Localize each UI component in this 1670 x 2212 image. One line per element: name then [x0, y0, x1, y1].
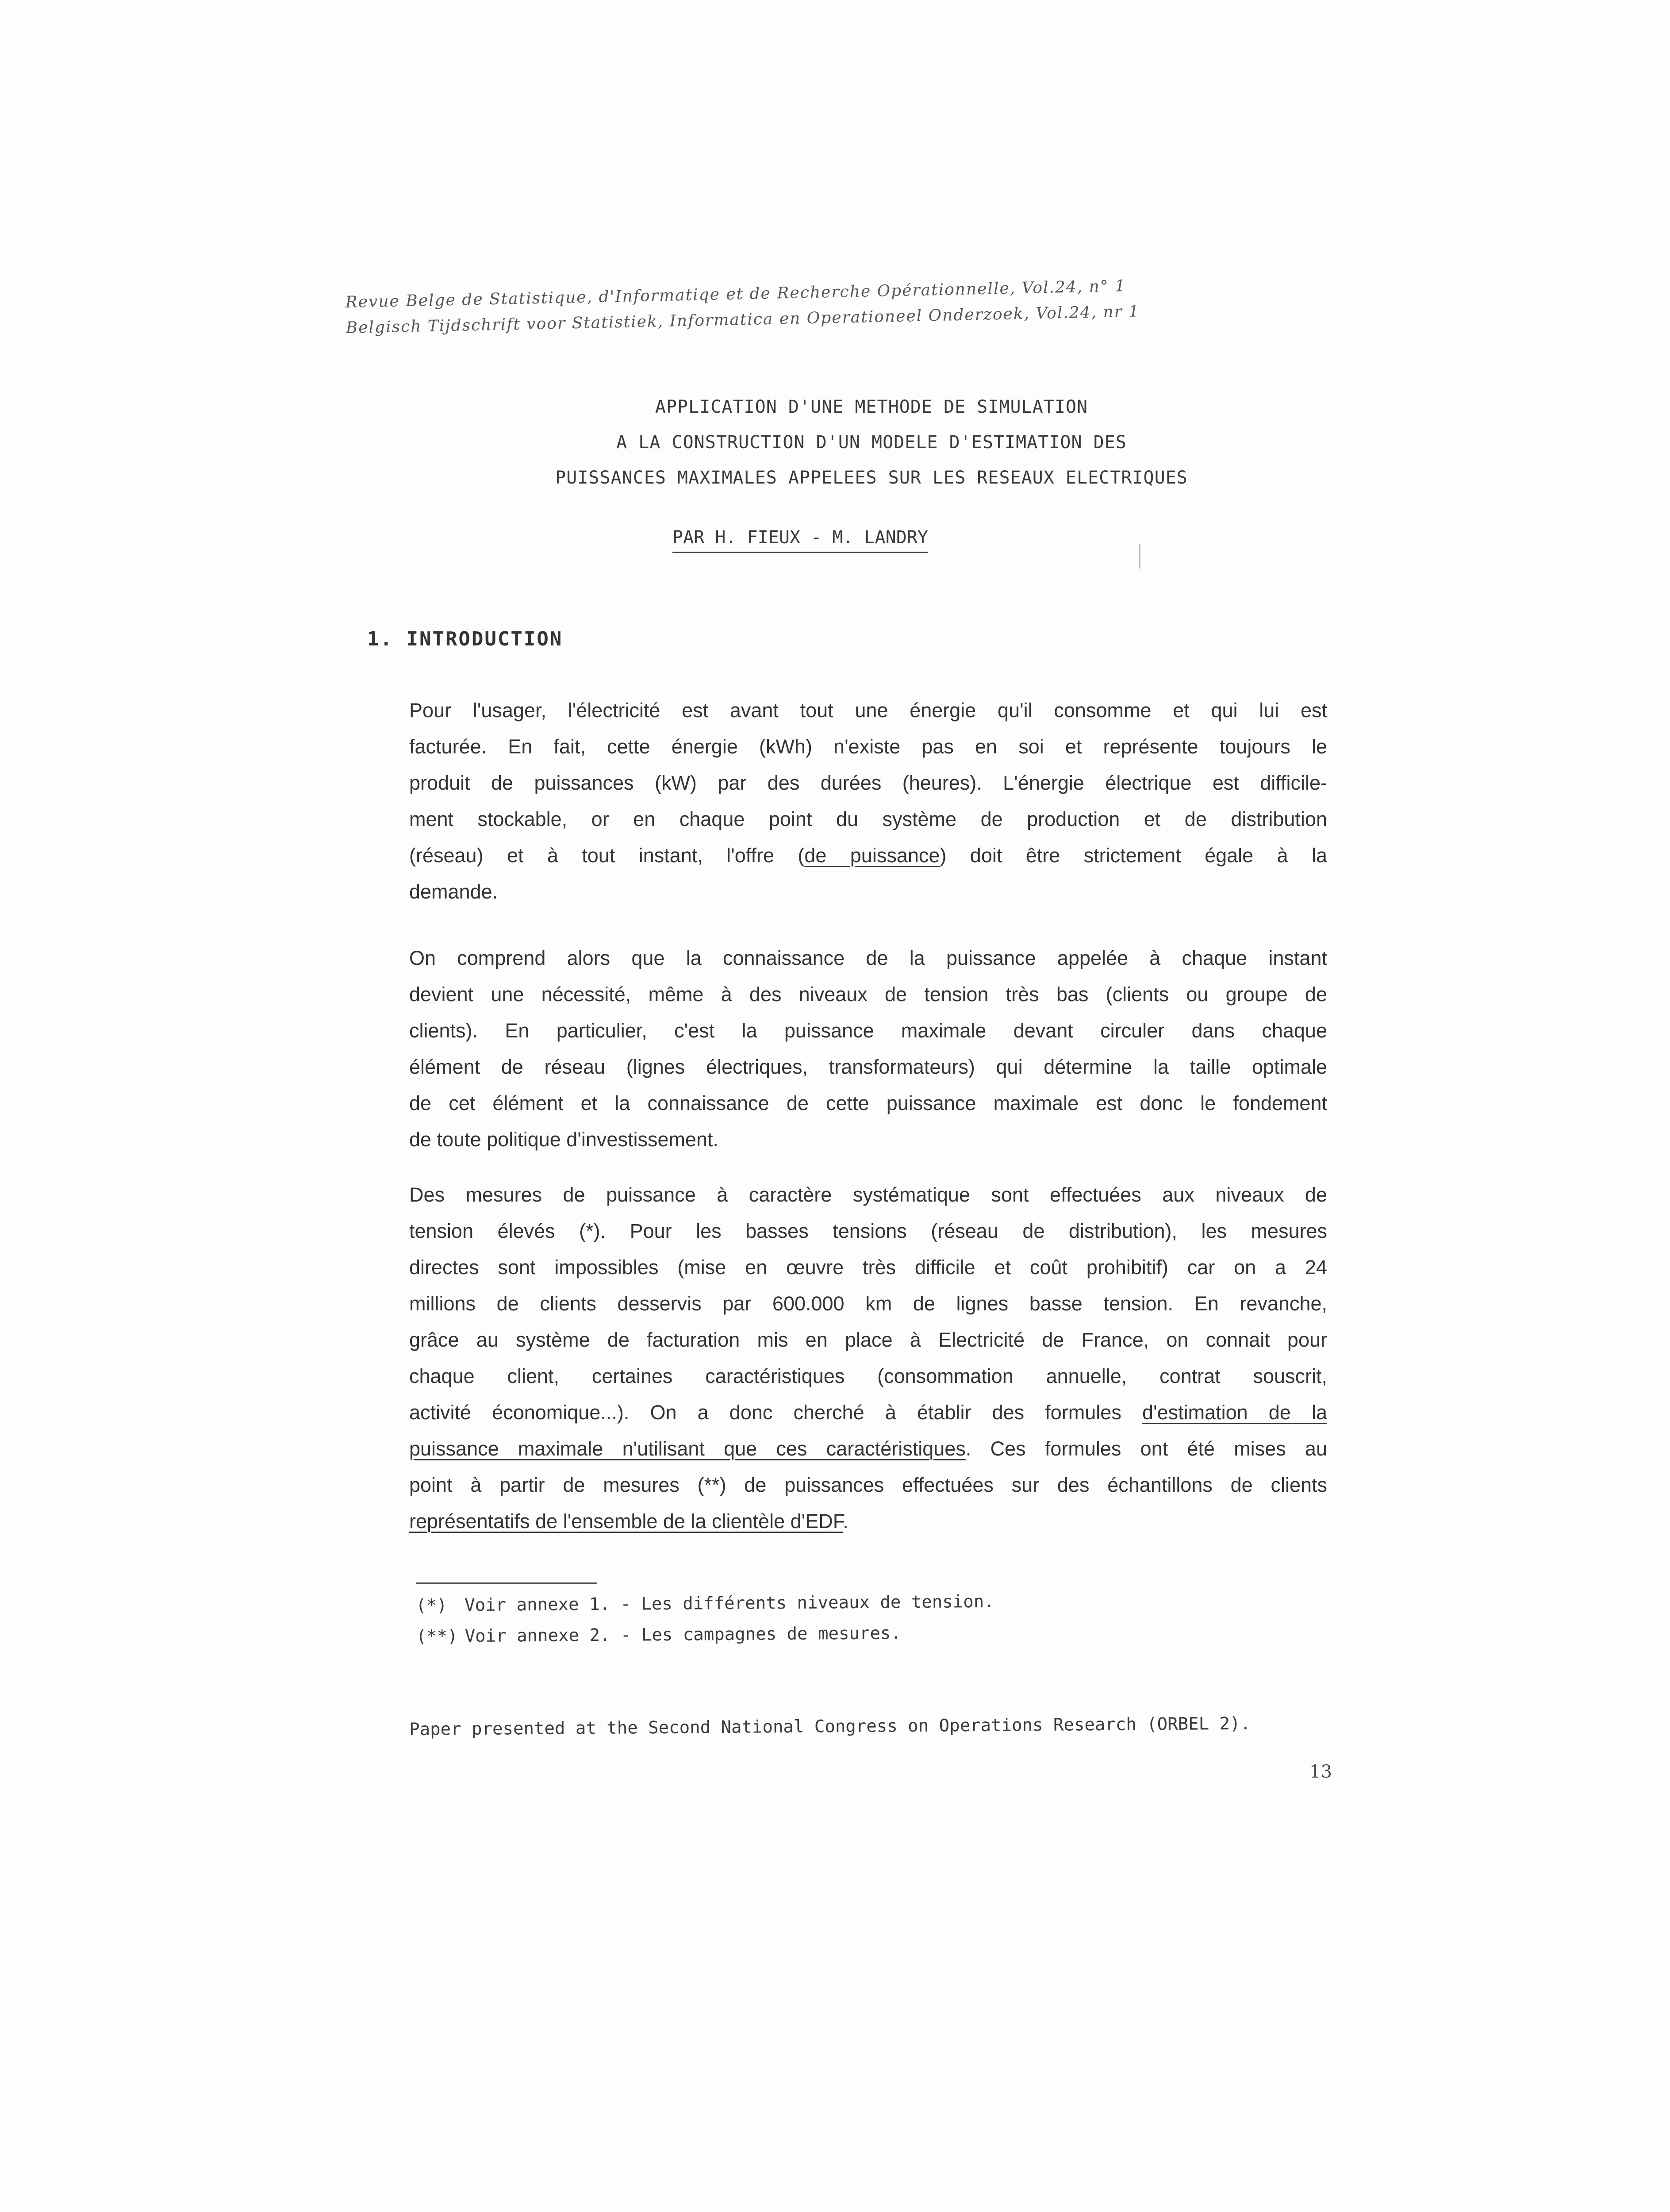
authors-line: PAR H. FIEUX - M. LANDRY [672, 524, 928, 553]
text-fragment: ) doit être strictement égale à la [940, 844, 1327, 867]
text-line: directes sont impossibles (mise en œuvre très difficile et coût prohibitif) car on a 24 [409, 1256, 1327, 1279]
footnote-text: Voir annexe 1. - Les différents niveaux de tension. [465, 1591, 994, 1616]
text-line: Des mesures de puissance à caractère systématique sont effectuées aux niveaux de [409, 1183, 1327, 1206]
underlined-text: représentatifs de l'ensemble de la clientèle d'EDF [409, 1510, 843, 1532]
text-line: élément de réseau (lignes électriques, transformateurs) qui détermine la taille optimale [409, 1056, 1327, 1078]
text-line [409, 1431, 1327, 1467]
underlined-text: puissance maximale n'utilisant que ces caractéristiques [409, 1437, 966, 1460]
text-line [409, 1503, 1327, 1540]
paragraph-1 [409, 692, 1327, 910]
text-line: clients). En particulier, c'est la puissance maximale devant circuler dans chaque [409, 1019, 1327, 1042]
underlined-text: d'estimation de la [1142, 1401, 1328, 1424]
text-line: produit de puissances (kW) par des durées (heures). L'énergie électrique est difficile- [409, 772, 1327, 794]
paragraph-3 [409, 1177, 1327, 1540]
text-line: point à partir de mesures (**) de puissances effectuées sur des échantillons de clients [409, 1474, 1327, 1496]
section-heading: 1. INTRODUCTION [367, 628, 563, 650]
conference-note: Paper presented at the Second National Congress on Operations Research (ORBEL 2). [409, 1713, 1251, 1740]
footnote-rule [416, 1582, 597, 1584]
journal-line-dutch: Belgisch Tijdschrift voor Statistiek, Informatica en Operationeel Onderzoek, Vol.24, nr 1 [346, 302, 1140, 337]
footnotes [416, 1586, 994, 1652]
title-line: A LA CONSTRUCTION D'UN MODELE D'ESTIMATION DES [616, 432, 1127, 453]
paragraph-2 [409, 940, 1327, 1158]
text-line: chaque client, certaines caractéristiques (consommation annuelle, contrat souscrit, [409, 1365, 1327, 1387]
text-line: tension élevés (*). Pour les basses tensions (réseau de distribution), les mesures [409, 1220, 1327, 1242]
text-fragment: . [843, 1510, 848, 1532]
footnote [416, 1586, 994, 1621]
journal-header [345, 269, 1363, 341]
text-line: Pour l'usager, l'électricité est avant tout une énergie qu'il consomme et qui lui est [409, 699, 1327, 722]
footnote-mark: (**) [416, 1626, 458, 1647]
text-fragment: (réseau) et à tout instant, l'offre ( [409, 844, 805, 867]
stray-pencil-mark [1139, 544, 1140, 568]
footnote [416, 1617, 994, 1652]
footnote-text: Voir annexe 2. - Les campagnes de mesures. [465, 1623, 902, 1647]
text-line: de toute politique d'investissement. [409, 1128, 719, 1151]
text-line: On comprend alors que la connaissance de la puissance appelée à chaque instant [409, 947, 1327, 969]
footnote-mark: (*) [416, 1595, 447, 1616]
text-line: facturée. En fait, cette énergie (kWh) n'existe pas en soi et représente toujours le [409, 735, 1327, 758]
title-line: APPLICATION D'UNE METHODE DE SIMULATION [655, 397, 1088, 417]
title-line: PUISSANCES MAXIMALES APPELEES SUR LES RESEAUX ELECTRIQUES [555, 468, 1188, 488]
text-line: millions de clients desservis par 600.000 km de lignes basse tension. En revanche, [409, 1292, 1327, 1315]
text-line: devient une nécessité, même à des niveaux de tension très bas (clients ou groupe de [409, 983, 1327, 1006]
text-line: demande. [409, 880, 498, 903]
text-line [409, 837, 1327, 874]
text-line: grâce au système de facturation mis en place à Electricité de France, on connait pour [409, 1329, 1327, 1351]
paper-title [398, 389, 1345, 495]
text-line [409, 1394, 1327, 1431]
text-line: de cet élément et la connaissance de cette puissance maximale est donc le fondement [409, 1092, 1327, 1114]
page-number: 13 [1309, 1762, 1332, 1782]
text-fragment: activité économique...). On a donc cherché à établir des formules [409, 1401, 1142, 1424]
underlined-text: de puissance [804, 844, 940, 867]
journal-line-french: Revue Belge de Statistique, d'Informatiqe et de Recherche Opérationnelle, Vol.24, n° 1 [345, 277, 1126, 311]
text-line: ment stockable, or en chaque point du système de production et de distribution [409, 808, 1327, 830]
text-fragment: . Ces formules ont été mises au [965, 1437, 1327, 1460]
